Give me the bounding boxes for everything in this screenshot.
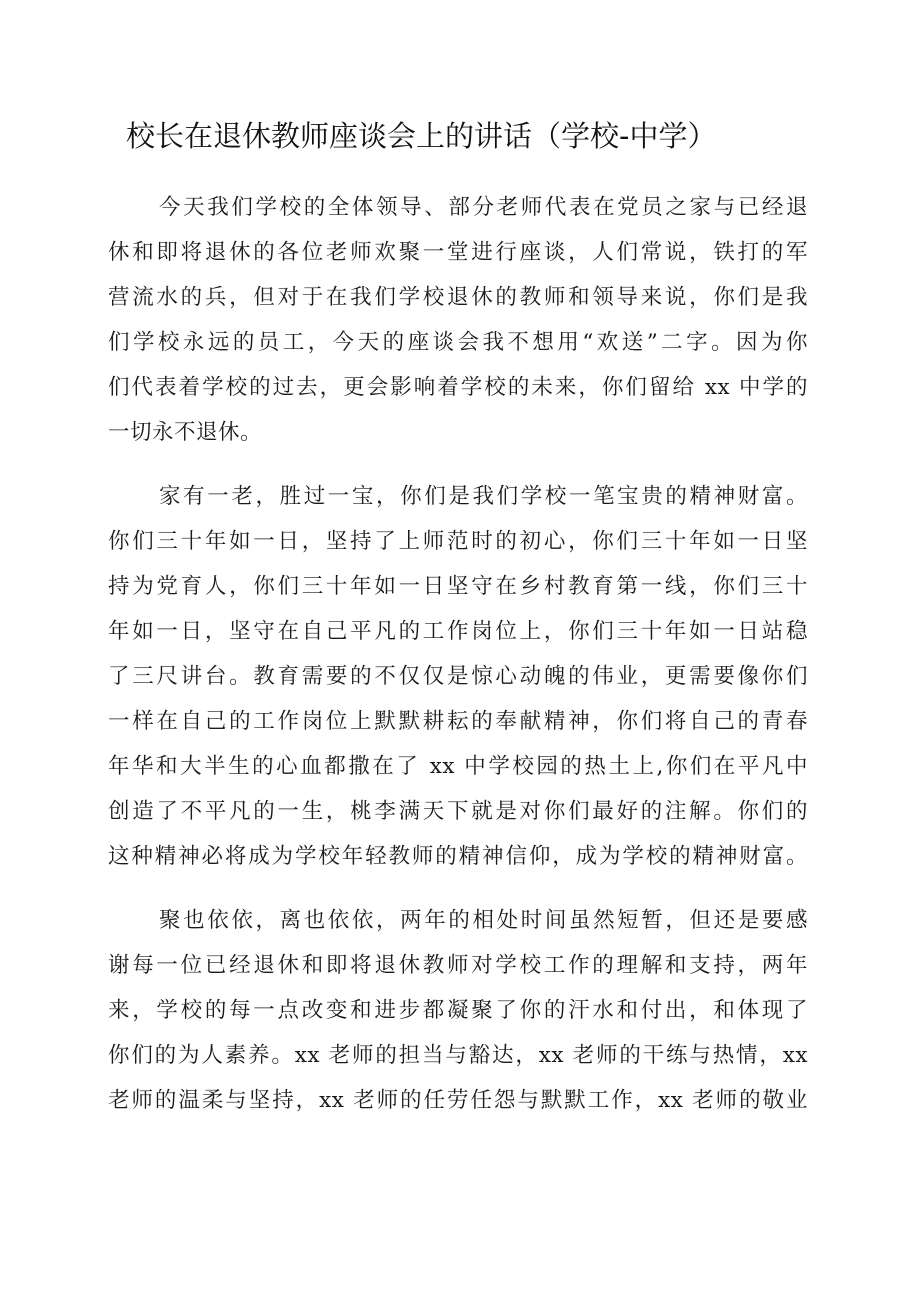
paragraph-1-line-2: 休和即将退休的各位老师欢聚一堂进行座谈，人们常说，铁打的军 <box>108 240 808 265</box>
paragraph-2-line-5: 了三尺讲台。教育需要的不仅仅是惊心动魄的伟业，更需要像你们 <box>108 664 808 689</box>
paragraph-1-line-4: 们学校永远的员工，今天的座谈会我不想用“欢送”二字。因为你 <box>108 330 808 355</box>
paragraph-2-line-3: 持为党育人，你们三十年如一日坚守在乡村教育第一线，你们三十 <box>108 574 808 599</box>
document-title: 校长在退休教师座谈会上的讲话（学校-中学） <box>126 119 717 153</box>
paragraph-2-line-1: 家有一老，胜过一宝，你们是我们学校一笔宝贵的精神财富。 <box>159 484 808 509</box>
paragraph-1-line-1: 今天我们学校的全体领导、部分老师代表在党员之家与已经退 <box>159 195 808 220</box>
paragraph-3-line-4: 你们的为人素养。xx 老师的担当与豁达，xx 老师的干练与热情，xx <box>108 1043 808 1068</box>
paragraph-3-line-1: 聚也依依，离也依依，两年的相处时间虽然短暂，但还是要感 <box>159 908 808 933</box>
paragraph-1-line-5: 们代表着学校的过去，更会影响着学校的未来，你们留给 xx 中学的 <box>108 375 808 400</box>
paragraph-3-line-2: 谢每一位已经退休和即将退休教师对学校工作的理解和支持，两年 <box>108 953 808 978</box>
paragraph-1-line-3: 营流水的兵，但对于在我们学校退休的教师和领导来说，你们是我 <box>108 285 808 310</box>
paragraph-2-line-8: 创造了不平凡的一生，桃李满天下就是对你们最好的注解。你们的 <box>108 799 808 824</box>
paragraph-2-line-9: 这种精神必将成为学校年轻教师的精神信仰，成为学校的精神财富。 <box>108 844 808 869</box>
paragraph-2-line-2: 你们三十年如一日，坚持了上师范时的初心，你们三十年如一日坚 <box>108 529 808 554</box>
paragraph-2-line-4: 年如一日，坚守在自己平凡的工作岗位上，你们三十年如一日站稳 <box>108 619 808 644</box>
paragraph-2-line-7: 年华和大半生的心血都撒在了 xx 中学校园的热土上,你们在平凡中 <box>108 754 808 779</box>
paragraph-3-line-3: 来，学校的每一点改变和进步都凝聚了你的汗水和付出，和体现了 <box>108 998 808 1023</box>
paragraph-1-line-6: 一切永不退休。 <box>108 420 263 445</box>
paragraph-3-line-5: 老师的温柔与坚持，xx 老师的任劳任怨与默默工作，xx 老师的敬业 <box>108 1088 808 1113</box>
paragraph-2-line-6: 一样在自己的工作岗位上默默耕耘的奉献精神，你们将自己的青春 <box>108 709 808 734</box>
